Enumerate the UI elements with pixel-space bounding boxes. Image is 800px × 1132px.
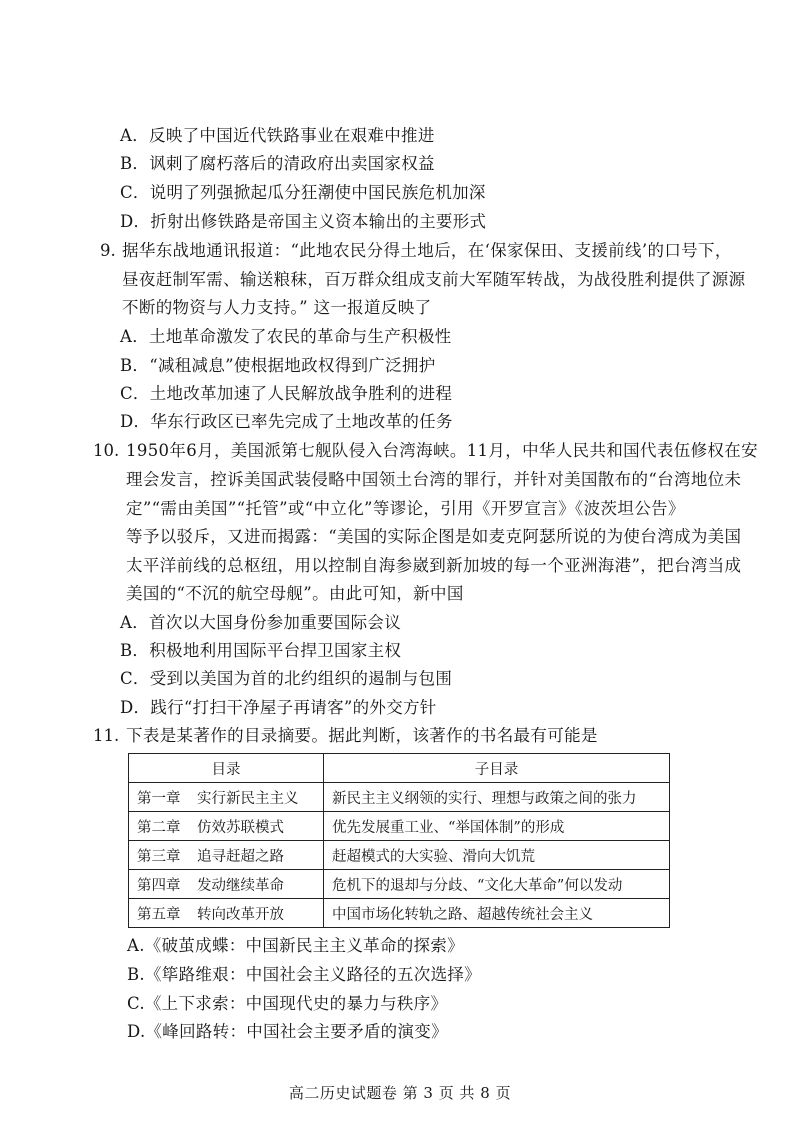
q8-option-d: D．折射出修铁路是帝国主义资本输出的主要形式 [120,212,487,231]
subchapter-cell: 危机下的退却与分歧、“文化大革命”何以发动 [324,870,670,899]
page-footer: 高二历史试题卷 第 3 页 共 8 页 [288,1084,512,1102]
chapter-title: 发动继续革命 [197,877,284,894]
q9-stem-line: 昼夜赶制军需、输送粮秣，百万群众组成支前大军随军转战，为战役胜利提供了源源 [122,270,746,289]
q10-option-a: A．首次以大国身份参加重要国际会议 [120,613,402,632]
q11-stem: 下表是某著作的目录摘要。据此判断，该著作的书名最有可能是 [126,726,598,745]
q10-option-b: B．积极地利用国际平台捍卫国家主权 [120,641,402,660]
chapter-title: 转向改革开放 [197,906,284,923]
q10-stem-line: 美国的“不沉的航空母舰”。由此可知，新中国 [126,584,464,603]
chapter-title: 仿效苏联模式 [197,819,284,836]
q10-option-c: C．受到以美国为首的北约组织的遏制与包围 [120,669,453,688]
subchapter-cell: 优先发展重工业、“举国体制”的形成 [324,812,670,841]
table-row [129,899,670,928]
chapter-number: 第二章 [137,819,181,836]
q9-option-b: B．“减租减息”使根据地政权得到广泛拥护 [120,356,436,375]
subchapter-cell: 赶超模式的大实验、滑向大饥荒 [324,841,670,870]
chapter-cell [129,783,324,812]
q10-option-d: D．践行“打扫干净屋子再请客”的外交方针 [120,698,437,717]
q8-option-a: A．反映了中国近代铁路事业在艰难中推进 [120,126,435,145]
table-header-cell: 子目录 [324,754,670,783]
chapter-cell [129,899,324,928]
q11-option-a: A.《破茧成蝶：中国新民主主义革命的探索》 [127,936,464,955]
q9-stem-line: 据华东战地通讯报道：“此地农民分得土地后，在‘保家保田、支援前线’的口号下， [122,241,732,260]
table-row [129,870,670,899]
table-header-cell: 目录 [129,754,324,783]
q10-stem-line: 定”“需由美国”“托管”或“中立化”等谬论，引用《开罗宣言》《波茨坦公告》 [126,499,685,518]
q10-stem-line: 理会发言，控诉美国武装侵略中国领土台湾的罪行，并针对美国散布的“台湾地位未 [126,470,742,489]
table-header-row [129,754,670,783]
table-row [129,783,670,812]
table-row [129,841,670,870]
q9-number: 9. [100,241,116,260]
q8-option-b: B．讽刺了腐朽落后的清政府出卖国家权益 [120,154,435,173]
q10-number: 10. [93,441,120,460]
q11-option-d: D.《峰回路转：中国社会主要矛盾的演变》 [127,1022,448,1041]
q8-option-c: C．说明了列强掀起瓜分狂潮使中国民族危机加深 [120,183,486,202]
chapter-title: 实行新民主主义 [197,790,299,807]
q11-option-c: C.《上下求索：中国现代史的暴力与秩序》 [127,994,448,1013]
q9-option-c: C．土地改革加速了人民解放战争胜利的进程 [120,384,453,403]
chapter-number: 第五章 [137,906,181,923]
chapter-title: 追寻赶超之路 [197,848,284,865]
q10-stem-line: 等予以驳斥，又进而揭露：“美国的实际企图是如麦克阿瑟所说的为使台湾成为美国 [126,527,742,546]
chapter-number: 第四章 [137,877,181,894]
subchapter-cell: 中国市场化转轨之路、超越传统社会主义 [324,899,670,928]
q9-stem-line: 不断的物资与人力支持。” 这一报道反映了 [122,298,432,317]
q11-option-b: B.《筚路维艰：中国社会主义路径的五次选择》 [127,965,481,984]
subchapter-cell: 新民主主义纲领的实行、理想与政策之间的张力 [324,783,670,812]
q9-option-d: D．华东行政区已率先完成了土地改革的任务 [120,412,453,431]
q9-option-a: A．土地革命激发了农民的革命与生产积极性 [120,327,452,346]
chapter-cell [129,812,324,841]
chapter-number: 第三章 [137,848,181,865]
table-row [129,812,670,841]
chapter-cell [129,870,324,899]
q10-stem-line: 太平洋前线的总枢纽，用以控制自海参崴到新加坡的每一个亚洲海港”，把台湾当成 [126,556,742,575]
q10-stem-line: 1950年6月，美国派第七舰队侵入台湾海峡。11月，中华人民共和国代表伍修权在安 [126,441,758,460]
q11-number: 11. [93,726,120,745]
table-of-contents [128,753,670,928]
chapter-cell [129,841,324,870]
chapter-number: 第一章 [137,790,181,807]
